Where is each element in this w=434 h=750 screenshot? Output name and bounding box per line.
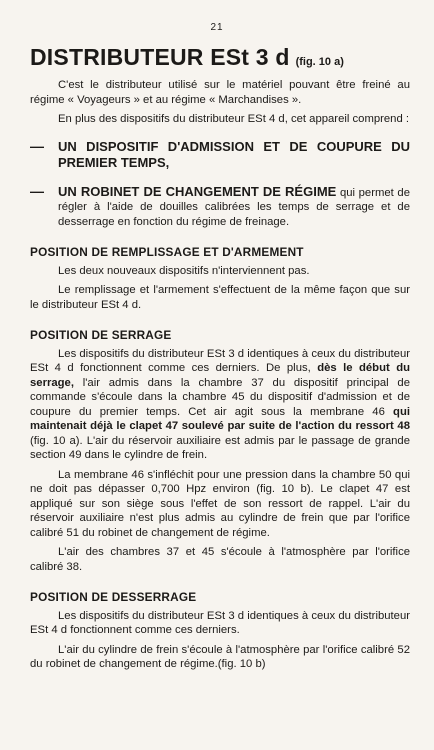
section-heading-desserrage: POSITION DE DESSERRAGE	[30, 590, 197, 604]
desserrage-paragraph-2: L'air du cylindre de frein s'écoule à l'atmosphère par l'orifice calibré 52 du robinet de changement de régime.(fig. 10 b)	[30, 643, 410, 670]
text-run: Les dispositifs du distributeur ESt 3 d identiques à ceux du distributeur ESt 4 d fonctionnent comme ces derniers. De plus,	[30, 347, 410, 374]
intro-paragraph-1: C'est le distributeur utilisé sur le matériel pouvant être freiné au régime « Voyageurs » et au régime « Marchandises ».	[30, 79, 410, 106]
list-item-heading: UN DISPOSITIF D'ADMISSION ET DE COUPURE DU PREMIER TEMPS,	[58, 138, 410, 170]
bold-text: qui maintenait déjà le clapet 47 soulevé par suite de l'action du ressort 48	[30, 405, 410, 432]
remplissage-paragraph-2: Le remplissage et l'armement s'effectuent de la même façon que sur le distributeur ESt 4 d.	[30, 284, 410, 311]
document-body	[30, 78, 410, 677]
serrage-paragraph-1	[30, 347, 410, 463]
text-run: l'air admis dans la chambre 37 du dispositif principal de commande s'écoule dans la chambre 45 du dispositif d'admission et de coupure du premier temps. Cet air agit sous la membrane 46	[30, 376, 410, 418]
page-number: 21	[210, 22, 224, 33]
serrage-paragraph-2: La membrane 46 s'infléchit pour une pression dans la chambre 50 qui ne doit pas dépasser 0,700 Hpz environ (fig. 10 b). Le clapet 47 est appliqué sur son siège sous l'effet de son ressort de rappel. L'air du réservoir auxiliaire n'est plus admis au cylindre de frein que par l'orifice calibré 51 du robinet de changement de régime.	[30, 468, 410, 539]
dash-mark: —	[30, 137, 44, 154]
section-heading-serrage: POSITION DE SERRAGE	[30, 328, 172, 342]
list-item	[30, 184, 410, 230]
bold-text: dès le début du serrage,	[30, 362, 410, 389]
page-title	[30, 44, 420, 71]
desserrage-paragraph-1: Les dispositifs du distributeur ESt 3 d identiques à ceux du distributeur ESt 4 d fonctionnent comme ces derniers.	[30, 609, 410, 636]
remplissage-paragraph-1: Les deux nouveaux dispositifs n'interviennent pas.	[58, 264, 310, 277]
intro-paragraph-2: En plus des dispositifs du distributeur ESt 4 d, cet appareil comprend :	[58, 113, 410, 125]
list-item-heading: UN ROBINET DE CHANGEMENT DE RÉGIME	[58, 183, 337, 199]
section-heading-remplissage: POSITION DE REMPLISSAGE ET D'ARMEMENT	[30, 245, 304, 259]
figure-reference: (fig. 10 a)	[295, 56, 344, 68]
serrage-paragraph-3: L'air des chambres 37 et 45 s'écoule à l'atmosphère par l'orifice calibré 38.	[30, 546, 410, 573]
title-main: DISTRIBUTEUR ESt 3 d	[30, 44, 290, 70]
text-run: (fig. 10 a). L'air du réservoir auxiliaire est admis par le passage de grande section 49 dans le cylindre de frein.	[30, 434, 410, 461]
list-item-text: qui permet de régler à l'aide de douilles calibrées les temps de serrage et de desserrage en fonction du régime de freinage.	[58, 186, 410, 228]
list-item	[30, 139, 410, 172]
dash-mark: —	[30, 182, 44, 199]
